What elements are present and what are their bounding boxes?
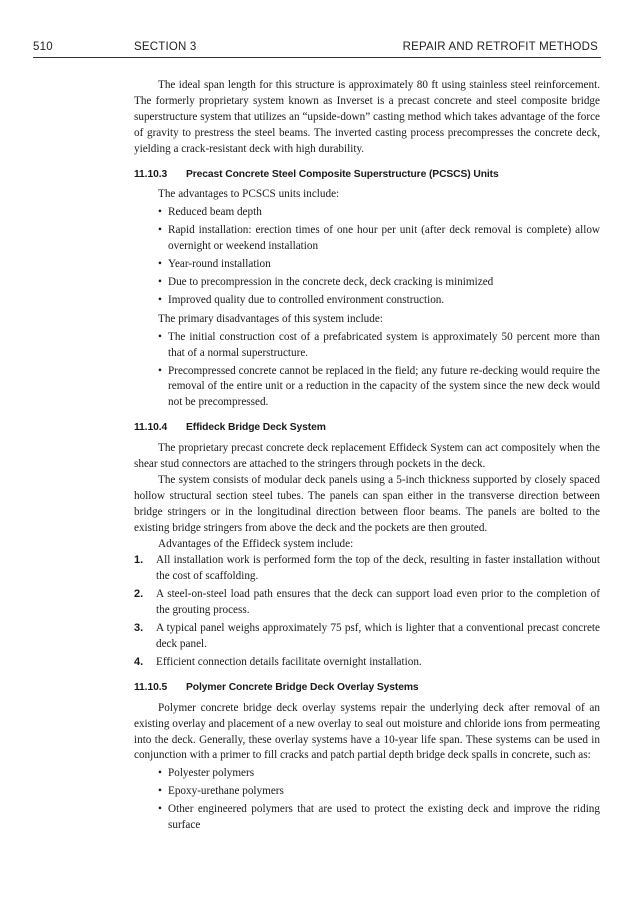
section-number: 11.10.5 bbox=[134, 681, 168, 693]
section-heading-11-10-3 bbox=[134, 167, 600, 183]
running-header-title: REPAIR AND RETROFIT METHODS bbox=[402, 41, 598, 53]
advantages-list bbox=[158, 205, 600, 308]
numbered-list bbox=[134, 553, 600, 670]
disadvantages-intro: The primary disadvantages of this system include: bbox=[158, 312, 383, 325]
list-item: • Year-round installation bbox=[158, 257, 600, 273]
list-number: 4. bbox=[134, 655, 144, 668]
list-item-text: A steel-on-steel load path ensures that the deck can support load even prior to the completion of the grouting process. bbox=[156, 588, 600, 617]
disadvantages-list bbox=[158, 330, 600, 412]
section-heading-11-10-4 bbox=[134, 420, 600, 436]
list-item-text: All installation work is performed form the top of the deck, resulting in faster installation without the cost of scaffolding. bbox=[156, 554, 600, 583]
list-number: 3. bbox=[134, 622, 144, 635]
running-header-section: SECTION 3 bbox=[134, 41, 197, 53]
list-item: • Improved quality due to controlled environment construction. bbox=[158, 293, 600, 309]
header-rule bbox=[33, 57, 601, 58]
paragraph: The system consists of modular deck panels using a 5-inch thickness supported by closely spaced hollow structural section steel tubes. The panels can span either in the transverse direction between bridge stringers or in the longitudinal direction between floor beams. The panels are bolted to the existing bridge stringers from above the deck and the pockets are then grouted. bbox=[134, 473, 600, 534]
list-item bbox=[134, 587, 600, 619]
page-number: 510 bbox=[33, 41, 53, 53]
list-item: • Polyester polymers bbox=[158, 766, 600, 782]
polymer-list bbox=[158, 766, 600, 834]
advantages-intro: Advantages of the Effideck system include: bbox=[158, 537, 354, 550]
intro-paragraph: The ideal span length for this structure is approximately 80 ft using stainless steel reinforcement. The formerly proprietary system known as Inverset is a precast concrete and steel composite bridge superstructure system that utilizes an “upside-down” casting method which takes advantage of the force of gravity to prestress the steel beams. The inverted casting process precompresses the concrete deck, yielding a crack-resistant deck with high durability. bbox=[134, 79, 600, 155]
section-number: 11.10.4 bbox=[134, 422, 168, 434]
list-item bbox=[134, 553, 600, 585]
list-item-text: Efficient connection details facilitate overnight installation. bbox=[156, 655, 422, 668]
list-item-text: A typical panel weighs approximately 75 psf, which is lighter that a conventional precast concrete deck panel. bbox=[156, 622, 600, 650]
list-item: • Other engineered polymers that are used to protect the existing deck and improve the riding surface bbox=[158, 802, 600, 834]
list-item: • Epoxy-urethane polymers bbox=[158, 784, 600, 800]
page-body bbox=[134, 78, 600, 837]
list-item: • The initial construction cost of a prefabricated system is approximately 50 percent more than that of a normal superstructure. bbox=[158, 330, 600, 362]
section-number: 11.10.3 bbox=[134, 168, 168, 180]
list-number: 2. bbox=[134, 588, 144, 601]
section-title: Precast Concrete Steel Composite Superstructure (PCSCS) Units bbox=[186, 168, 499, 180]
list-item: • Precompressed concrete cannot be replaced in the field; any future re-decking would require the removal of the entire unit or a reduction in the capacity of the system since the new deck would not be precompressed. bbox=[158, 364, 600, 412]
list-item: • Rapid installation: erection times of one hour per unit (after deck removal is complete) allow overnight or weekend installation bbox=[158, 223, 600, 255]
list-item bbox=[134, 621, 600, 653]
paragraph: Polymer concrete bridge deck overlay systems repair the underlying deck after removal of an existing overlay and placement of a new overlay to seal out moisture and chloride ions from permeating into the deck. Generally, these overlay systems have a 10-year life span. These systems can be used in conjunction with a primer to fill cracks and patch partial depth bridge deck spalls in concrete, such as: bbox=[134, 701, 600, 762]
list-item: • Reduced beam depth bbox=[158, 205, 600, 221]
section-heading-11-10-5 bbox=[134, 680, 600, 696]
advantages-intro: The advantages to PCSCS units include: bbox=[158, 188, 340, 201]
list-item bbox=[134, 655, 600, 671]
section-title: Effideck Bridge Deck System bbox=[186, 422, 326, 434]
list-item: • Due to precompression in the concrete deck, deck cracking is minimized bbox=[158, 275, 600, 291]
list-number: 1. bbox=[134, 554, 144, 567]
paragraph: The proprietary precast concrete deck replacement Effideck System can act compositely when the shear stud connectors are attached to the stringers through pockets in the deck. bbox=[134, 442, 600, 471]
section-title: Polymer Concrete Bridge Deck Overlay Systems bbox=[186, 681, 419, 693]
